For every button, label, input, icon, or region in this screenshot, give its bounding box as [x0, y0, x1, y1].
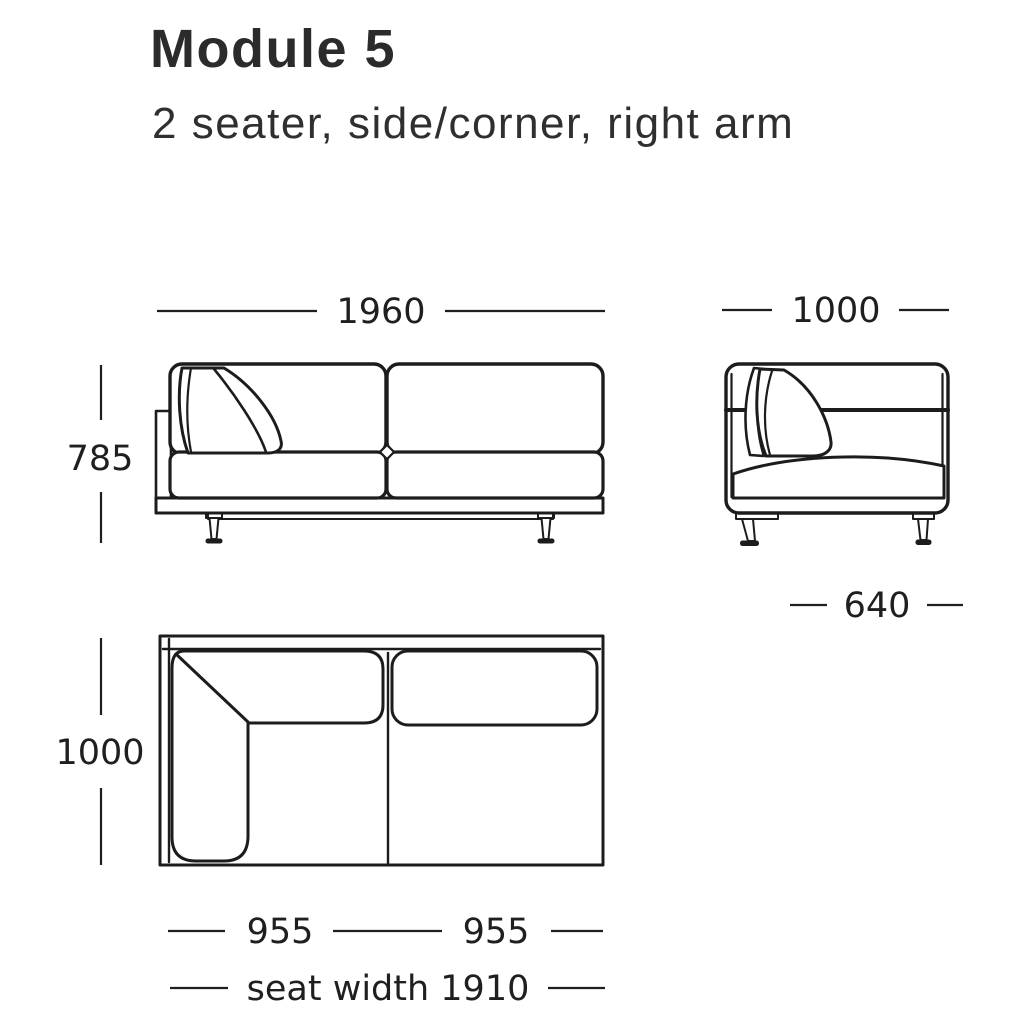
front-width-label: 1960: [336, 292, 426, 332]
seat-right-label: 955: [462, 912, 530, 952]
front-height-label: 785: [66, 439, 134, 479]
side-depth-label: 640: [843, 586, 911, 626]
side-width-dimension: [722, 291, 949, 331]
seat-left-label: 955: [246, 912, 314, 952]
leg-stem: [742, 519, 755, 541]
front-width-dimension: [157, 292, 605, 332]
front-sofa-drawing: [156, 364, 603, 544]
leg-stem: [918, 519, 928, 540]
top-back-cushion-right: [392, 651, 597, 725]
side-view: [722, 291, 963, 626]
side-front-leg: [736, 513, 778, 546]
front-seat-cushion-left: [170, 452, 386, 498]
leg-foot: [916, 540, 932, 546]
leg-foot: [538, 539, 555, 544]
leg-foot: [206, 539, 223, 544]
leg-stem: [542, 518, 551, 539]
side-width-label: 1000: [791, 291, 881, 331]
seat-segment-dimensions: [168, 912, 603, 952]
top-depth-dimension: [55, 638, 144, 865]
front-view: [67, 292, 605, 544]
front-seat-cushion-right: [387, 452, 603, 498]
top-depth-label: 1000: [55, 733, 145, 773]
front-left-leg: [206, 513, 223, 544]
seat-width-label: seat width 1910: [246, 969, 530, 1009]
top-plan-drawing: [160, 636, 603, 865]
page-subtitle: 2 seater, side/corner, right arm: [152, 99, 795, 148]
page-title: Module 5: [150, 19, 397, 79]
front-base: [156, 498, 603, 513]
side-depth-dimension: [790, 586, 963, 626]
top-view: [55, 636, 605, 1009]
seat-width-dimension: [170, 969, 605, 1009]
front-back-cushion-right: [387, 364, 603, 454]
side-sofa-drawing: [726, 364, 948, 546]
front-height-dimension: [67, 365, 134, 543]
front-right-leg: [538, 513, 555, 544]
leg-foot: [740, 541, 759, 547]
leg-stem: [210, 518, 219, 539]
side-rear-leg: [913, 513, 934, 545]
